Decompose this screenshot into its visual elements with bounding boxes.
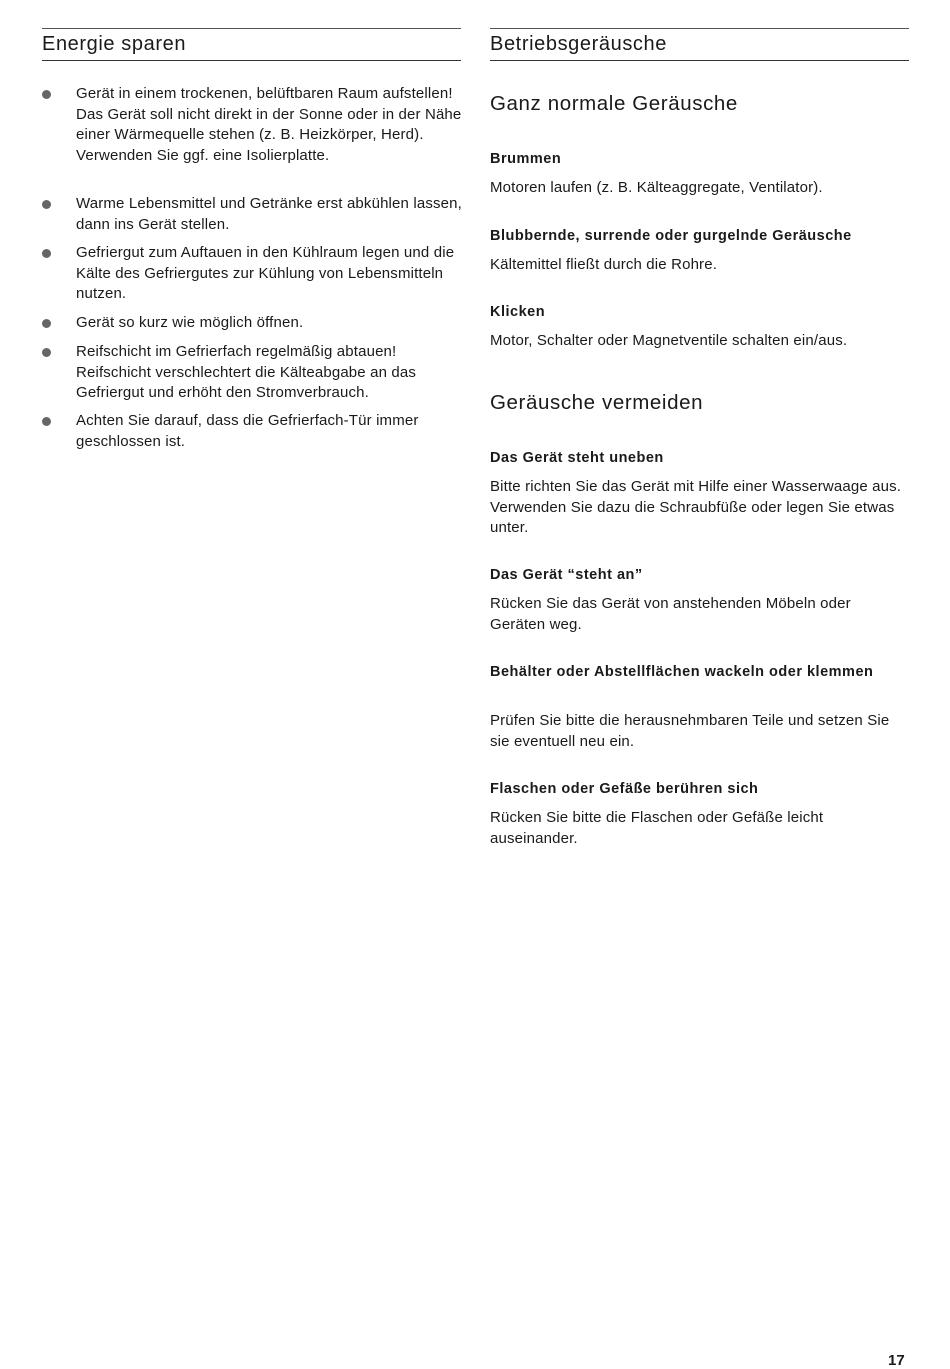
list-item (76, 411, 466, 452)
item-text: Bitte richten Sie das Gerät mit Hilfe einer Wasserwaage aus. Verwenden Sie dazu die Schraubfüße oder legen Sie etwas unter. (490, 478, 902, 537)
list-item (76, 243, 466, 305)
subheading-avoid-noises: Geräusche vermeiden (490, 391, 704, 414)
energy-saving-section (42, 28, 462, 450)
bullet-icon (42, 90, 51, 99)
item-title: Das Gerät steht uneben (490, 450, 664, 466)
bullet-icon (42, 348, 51, 357)
bullet-icon (42, 200, 51, 209)
item-title: Das Gerät “steht an” (490, 567, 643, 583)
item-text: Motor, Schalter oder Magnetventile schalten ein/aus. (490, 332, 848, 349)
bullet-text: Warme Lebensmittel und Getränke erst abkühlen lassen, dann ins Gerät stellen. (76, 195, 462, 233)
bullet-text: Reifschicht im Gefrierfach regelmäßig abtauen! Reifschicht verschlechtert die Kälteabgabe an das Gefriergut und erhöht den Stromverbrauch. (76, 343, 417, 402)
item-title: Flaschen oder Gefäße berühren sich (490, 781, 759, 797)
subheading-normal-noises: Ganz normale Geräusche (490, 92, 738, 115)
item-text: Rücken Sie bitte die Flaschen oder Gefäße leicht auseinander. (490, 809, 824, 847)
item-text: Prüfen Sie bitte die herausnehmbaren Teile und setzen Sie sie eventuell neu ein. (490, 712, 890, 750)
list-item (76, 313, 466, 334)
item-text: Rücken Sie das Gerät von anstehenden Möbeln oder Geräten weg. (490, 595, 851, 633)
bullet-text: Gerät so kurz wie möglich öffnen. (76, 314, 304, 331)
operating-noises-section (490, 28, 909, 847)
item-title: Blubbernde, surrende oder gurgelnde Geräusche (490, 228, 852, 244)
item-title: Brummen (490, 151, 562, 167)
section-heading-noises: Betriebsgeräusche (490, 28, 909, 61)
bullet-text: Gefriergut zum Auftauen in den Kühlraum legen und die Kälte des Gefriergutes zur Kühlung von Lebensmitteln nutzen. (76, 244, 455, 303)
list-item (76, 342, 466, 404)
list-item (76, 84, 466, 166)
bullet-icon (42, 319, 51, 328)
bullet-text: Achten Sie darauf, dass die Gefrierfach-Tür immer geschlossen ist. (76, 412, 419, 450)
page-number: 17 (888, 1352, 905, 1369)
item-text: Kältemittel fließt durch die Rohre. (490, 256, 718, 273)
section-heading-energy: Energie sparen (42, 28, 461, 61)
item-title: Klicken (490, 304, 546, 320)
list-item (76, 194, 466, 235)
bullet-icon (42, 249, 51, 258)
item-title: Behälter oder Abstellflächen wackeln oder klemmen (490, 664, 874, 680)
item-text: Motoren laufen (z. B. Kälteaggregate, Ventilator). (490, 179, 823, 196)
bullet-icon (42, 417, 51, 426)
bullet-text: Gerät in einem trockenen, belüftbaren Raum aufstellen! Das Gerät soll nicht direkt in der Sonne oder in der Nähe einer Wärmequelle stehen (z. B. Heizkörper, Herd). Verwenden Sie ggf. eine Isolierplatte. (76, 85, 462, 164)
